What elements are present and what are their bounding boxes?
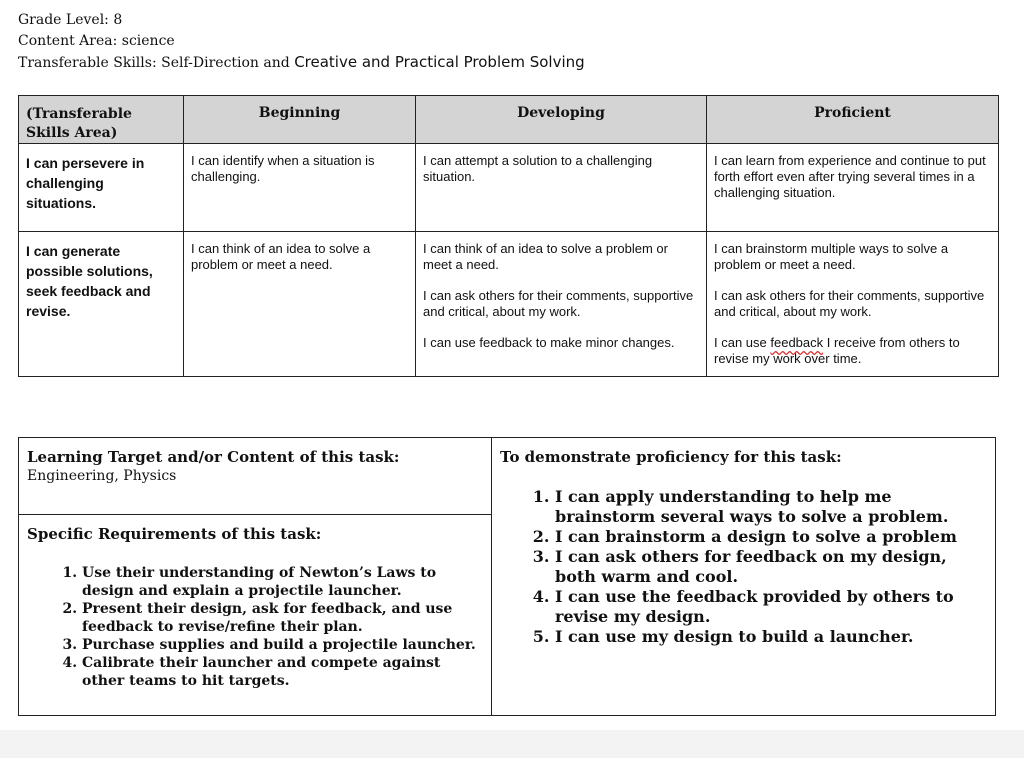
list-item: 2. Present their design, ask for feedback, and use feedback to revise/refine their plan.: [82, 600, 483, 636]
developing-cell: [416, 144, 707, 232]
proficiency-list: [500, 487, 987, 647]
grade-level: Grade Level: 8: [18, 12, 123, 28]
requirements-heading: Specific Requirements of this task:: [27, 525, 322, 543]
column-header-developing: Developing: [416, 96, 707, 144]
list-item: 3. Purchase supplies and build a projectile launcher.: [82, 636, 483, 654]
list-item: 1. I can apply understanding to help me brainstorm several ways to solve a problem.: [555, 487, 987, 527]
learning-target-heading: Learning Target and/or Content of this task:: [27, 448, 400, 466]
criterion-text: I can use feedback to make minor changes.: [423, 335, 675, 350]
proficiency-cell: [492, 438, 995, 657]
criterion-text: I can identify when a situation is challenging.: [191, 153, 375, 184]
list-item: 2. I can brainstorm a design to solve a problem: [555, 527, 987, 547]
task-left-column: [19, 438, 492, 715]
column-header-skills-area: (Transferable Skills Area): [19, 96, 184, 144]
list-item: 1. Use their understanding of Newton’s Laws to design and explain a projectile launcher.: [82, 564, 483, 600]
list-item: 4. Calibrate their launcher and compete against other teams to hit targets.: [82, 654, 483, 690]
requirements-list: [27, 564, 483, 690]
developing-cell: [416, 232, 707, 377]
spellcheck-marked-word: feedback: [770, 335, 824, 350]
transferable-skills-prefix: Transferable Skills: Self-Direction and: [18, 55, 295, 71]
criterion-text: I can learn from experience and continue to put forth effort even after trying several times in a challenging situation.: [714, 153, 986, 200]
learning-target-value: Engineering, Physics: [27, 468, 177, 484]
criterion-text: I can ask others for their comments, supportive and critical, about my work.: [423, 288, 694, 319]
requirements-cell: [19, 515, 491, 700]
learning-target-cell: [19, 438, 491, 515]
beginning-cell: [184, 144, 416, 232]
column-header-beginning: Beginning: [184, 96, 416, 144]
skill-cell: I can persevere in challenging situations.: [19, 144, 184, 232]
criterion-text-end: I receive from others to revise my work over time.: [714, 335, 960, 366]
list-item: 4. I can use the feedback provided by others to revise my design.: [555, 587, 987, 627]
transferable-skills-suffix: Creative and Practical Problem Solving: [294, 53, 585, 71]
criterion-text: I can attempt a solution to a challenging situation.: [423, 153, 653, 184]
criterion-text-feedback: [714, 335, 991, 367]
criterion-text: I can think of an idea to solve a problem or meet a need.: [423, 241, 668, 272]
rubric-header-row: [19, 96, 999, 144]
criterion-text: I can brainstorm multiple ways to solve a problem or meet a need.: [714, 241, 949, 272]
rubric-row-persevere: [19, 144, 999, 232]
criterion-text: I can ask others for their comments, supportive and critical, about my work.: [714, 288, 985, 319]
rubric-table: [18, 95, 999, 377]
skill-cell: I can generate possible solutions, seek feedback and revise.: [19, 232, 184, 377]
beginning-cell: [184, 232, 416, 377]
criterion-text: I can think of an idea to solve a problem or meet a need.: [191, 241, 371, 272]
rubric-row-generate-solutions: [19, 232, 999, 377]
column-header-proficient: Proficient: [707, 96, 999, 144]
criterion-text-start: I can use: [714, 335, 771, 350]
transferable-skills: [18, 54, 585, 71]
list-item: 5. I can use my design to build a launcher.: [555, 627, 987, 647]
list-item: 3. I can ask others for feedback on my design, both warm and cool.: [555, 547, 987, 587]
task-table: [18, 437, 996, 716]
proficiency-heading: To demonstrate proficiency for this task:: [500, 448, 842, 466]
content-area: Content Area: science: [18, 33, 175, 49]
page-bottom-band: [0, 730, 1024, 758]
proficient-cell: [707, 144, 999, 232]
proficient-cell: [707, 232, 999, 377]
